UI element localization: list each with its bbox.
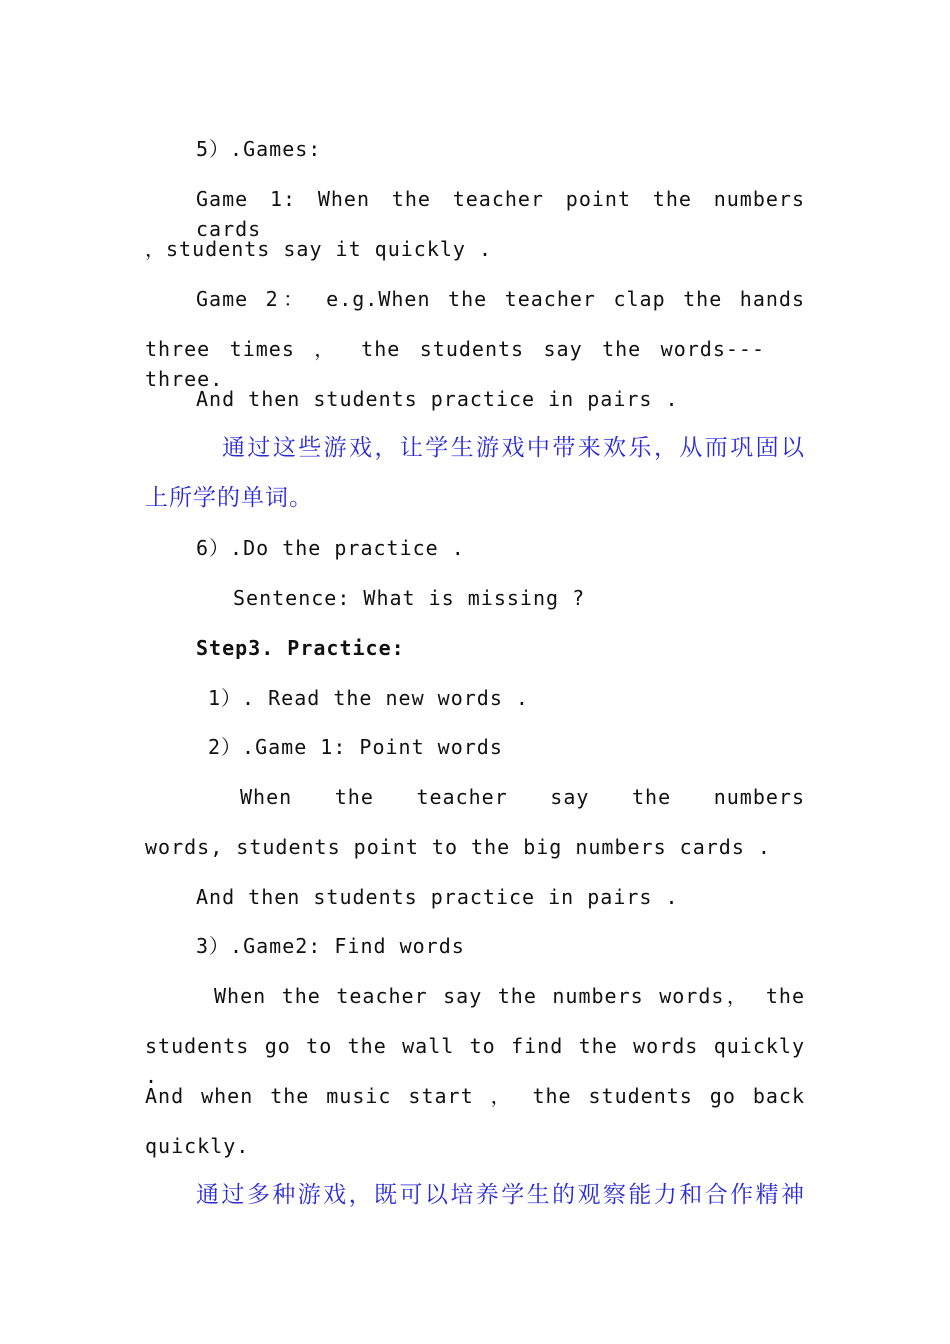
step3-heading: Step3. Practice: [196, 636, 405, 660]
find-words-desc-cont-2: And when the music start ， the students go back [145, 1084, 805, 1108]
games-heading: 5）.Games: [196, 137, 322, 161]
game1-line-cont: ，students say it quickly . [145, 237, 493, 261]
find-words-line: 3）.Game2: Find words [196, 934, 465, 958]
chinese-note-2: 通过多种游戏，既可以培养学生的观察能力和合作精神 [196, 1182, 805, 1208]
game2-line: Game 2： e.g.When the teacher clap the hands [196, 287, 805, 311]
game1-line: Game 1: When the teacher point the numbers cards [196, 187, 805, 241]
find-words-desc: When the teacher say the numbers words， the [214, 984, 805, 1008]
do-practice-line: 6）.Do the practice . [196, 536, 465, 560]
point-words-desc: When the teacher say the numbers [240, 785, 805, 809]
practice-pairs-line: And then students practice in pairs . [196, 387, 679, 411]
game2-line-cont: three times ， the students say the words---three. [145, 337, 765, 391]
point-words-line: 2）.Game 1: Point words [208, 735, 503, 759]
practice-pairs-line-2: And then students practice in pairs . [196, 885, 679, 909]
sentence-line: Sentence: What is missing ? [233, 586, 586, 610]
find-words-desc-cont: students go to the wall to find the words quickly . [145, 1034, 805, 1088]
chinese-note-1: 通过这些游戏，让学生游戏中带来欢乐，从而巩固以 [222, 435, 805, 461]
read-words-line: 1）. Read the new words . [208, 686, 529, 710]
chinese-note-1-cont: 上所学的单词。 [145, 485, 313, 511]
point-words-desc-cont: words, students point to the big numbers cards . [145, 835, 771, 859]
find-words-desc-end: quickly. [145, 1134, 250, 1158]
